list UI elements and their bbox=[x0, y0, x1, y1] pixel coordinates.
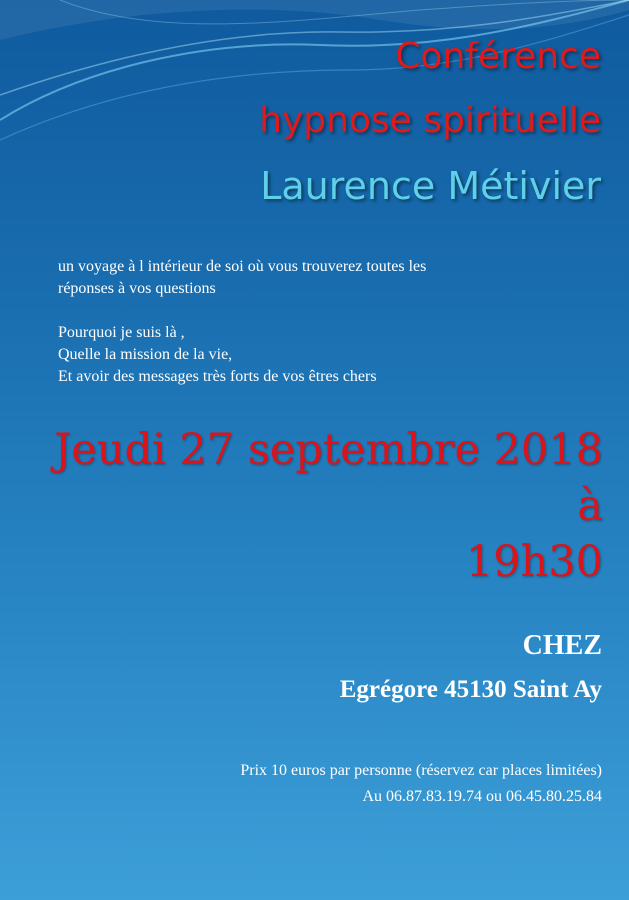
price-line: Prix 10 euros par personne (réservez car places limitées) bbox=[240, 762, 602, 779]
intro-line: un voyage à l intérieur de soi où vous trouverez toutes les bbox=[58, 258, 427, 275]
speaker-name: Laurence Métivier bbox=[260, 164, 601, 208]
intro-text bbox=[58, 256, 538, 388]
venue-label: CHEZ bbox=[522, 630, 602, 661]
intro-line: réponses à vos questions bbox=[58, 280, 216, 297]
event-date bbox=[23, 422, 603, 590]
intro-line: Quelle la mission de la vie, bbox=[58, 346, 233, 363]
intro-line: Pourquoi je suis là , bbox=[58, 324, 185, 341]
venue-place: Egrégore 45130 Saint Ay bbox=[339, 676, 602, 703]
title-conference: Conférence bbox=[395, 36, 601, 77]
pricing-info bbox=[240, 758, 602, 810]
intro-line: Et avoir des messages très forts de vos êtres chers bbox=[58, 368, 377, 385]
event-time: 19h30 bbox=[465, 537, 603, 587]
event-date-line: Jeudi 27 septembre 2018 à bbox=[54, 425, 603, 531]
phone-line: Au 06.87.83.19.74 ou 06.45.80.25.84 bbox=[362, 788, 602, 805]
title-subject: hypnose spirituelle bbox=[259, 100, 601, 141]
